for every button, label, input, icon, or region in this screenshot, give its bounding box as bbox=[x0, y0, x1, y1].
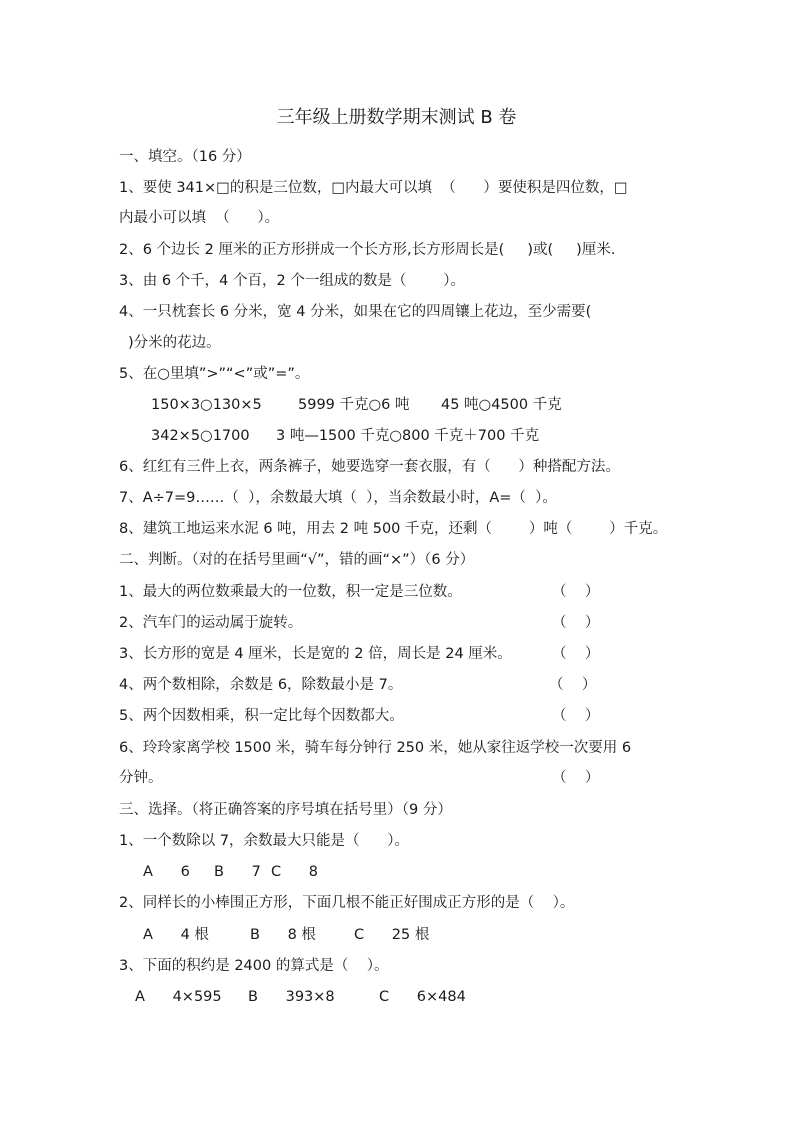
answer-blank: （ ） bbox=[552, 708, 600, 724]
choice-option: B 7 bbox=[214, 864, 261, 880]
choice-option: B 8 根 bbox=[250, 927, 316, 943]
answer-blank: （ ） bbox=[552, 646, 600, 662]
question-1-8: 8、建筑工地运来水泥 6 吨，用去 2 吨 500 千克，还剩（ ）吨（ ）千克。 bbox=[119, 521, 668, 537]
judge-item-1: 1、最大的两位数乘最大的一位数，积一定是三位数。 bbox=[119, 584, 462, 600]
judge-item-6-line1: 6、玲玲家离学校 1500 米，骑车每分钟行 250 米，她从家往返学校一次要用 6 bbox=[119, 740, 632, 756]
section1-heading: 一、填空。（16 分） bbox=[119, 149, 251, 165]
question-1-7: 7、A÷7=9……（ ），余数最大填（ ），当余数最小时，A=（ ）。 bbox=[119, 490, 557, 506]
question-1-6: 6、红红有三件上衣，两条裤子，她要选穿一套衣服，有（ ）种搭配方法。 bbox=[119, 459, 620, 475]
choice-option: C 6×484 bbox=[379, 989, 466, 1005]
answer-blank: （ ） bbox=[549, 677, 597, 693]
choice-option: C 8 bbox=[271, 864, 319, 880]
compare-item: 3 吨—1500 千克○800 千克＋700 千克 bbox=[276, 428, 540, 444]
answer-blank: （ ） bbox=[552, 770, 600, 786]
choice-option: C 25 根 bbox=[354, 927, 430, 943]
choice-option: B 393×8 bbox=[248, 989, 335, 1005]
judge-item-3: 3、长方形的宽是 4 厘米，长是宽的 2 倍，周长是 24 厘米。 bbox=[119, 646, 512, 662]
judge-item-4: 4、两个数相除，余数是 6，除数最小是 7。 bbox=[119, 677, 403, 693]
question-1-2: 2、6 个边长 2 厘米的正方形拼成一个长方形,长方形周长是( )或( )厘米. bbox=[119, 242, 616, 258]
choice-option: A 4×595 bbox=[135, 989, 222, 1005]
section3-heading: 三、选择。（将正确答案的序号填在括号里）（9 分） bbox=[119, 802, 452, 818]
question-1-5: 5、在○里填”>”“<”或”=”。 bbox=[119, 366, 310, 382]
judge-item-6-line2: 分钟。 bbox=[119, 770, 163, 786]
choice-question-3: 3、下面的积约是 2400 的算式是（ ）。 bbox=[119, 958, 389, 974]
judge-item-2: 2、汽车门的运动属于旋转。 bbox=[119, 615, 303, 631]
section2-heading: 二、判断。（对的在括号里画“√”，错的画“×”）（6 分） bbox=[119, 552, 475, 568]
choice-question-2: 2、同样长的小棒围正方形，下面几根不能正好围成正方形的是（ ）。 bbox=[119, 895, 575, 911]
compare-item: 45 吨○4500 千克 bbox=[441, 397, 562, 413]
question-1-1-line1: 1、要使 341×□的积是三位数，□内最大可以填 （ ）要使积是四位数，□ bbox=[119, 180, 628, 196]
choice-option: A 6 bbox=[143, 864, 190, 880]
answer-blank: （ ） bbox=[552, 615, 600, 631]
choice-question-1: 1、一个数除以 7，余数最大只能是（ ）。 bbox=[119, 833, 409, 849]
page-title: 三年级上册数学期末测试 B 卷 bbox=[276, 107, 517, 128]
compare-item: 5999 千克○6 吨 bbox=[298, 397, 410, 413]
question-1-4-line2: )分米的花边。 bbox=[128, 335, 221, 351]
question-1-4-line1: 4、一只枕套长 6 分米，宽 4 分米，如果在它的四周镶上花边，至少需要( bbox=[119, 304, 592, 320]
compare-item: 150×3○130×5 bbox=[151, 397, 262, 413]
compare-item: 342×5○1700 bbox=[151, 428, 250, 444]
question-1-1-line2: 内最小可以填 （ ）。 bbox=[119, 210, 280, 226]
question-1-3: 3、由 6 个千，4 个百，2 个一组成的数是（ ）。 bbox=[119, 273, 465, 289]
choice-option: A 4 根 bbox=[143, 927, 209, 943]
answer-blank: （ ） bbox=[552, 584, 600, 600]
judge-item-5: 5、两个因数相乘，积一定比每个因数都大。 bbox=[119, 708, 404, 724]
